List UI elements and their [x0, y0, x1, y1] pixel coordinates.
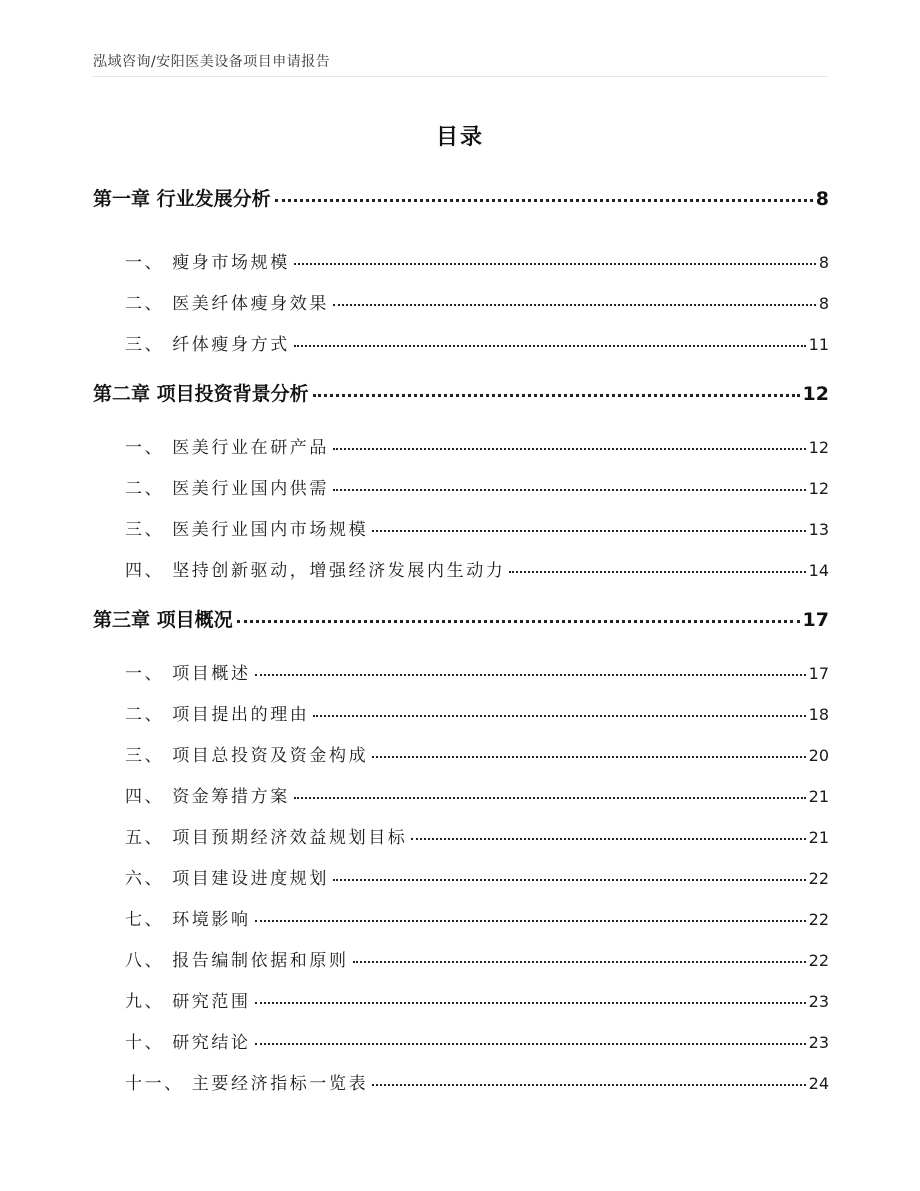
toc-section-entry[interactable] — [125, 289, 829, 314]
toc-entry-label: 一、 项目概述 — [125, 664, 251, 684]
dot-leader — [372, 756, 805, 758]
toc-entry-label: 四、 坚持创新驱动，增强经济发展内生动力 — [125, 561, 506, 581]
toc-page-number: 12 — [802, 383, 829, 405]
toc-section-entry[interactable] — [125, 823, 829, 848]
dot-leader — [255, 920, 806, 922]
toc-section-entry[interactable] — [125, 556, 829, 581]
dot-leader — [333, 879, 806, 881]
toc-entry-label: 二、 医美纤体瘦身效果 — [125, 294, 330, 314]
dot-leader — [411, 838, 805, 840]
toc-entry-label: 七、 环境影响 — [125, 910, 251, 930]
toc-entry-label: 三、 纤体瘦身方式 — [125, 335, 290, 355]
toc-chapter-entry[interactable] — [93, 184, 829, 211]
dot-leader — [333, 304, 816, 306]
toc-entry-label: 八、 报告编制依据和原则 — [125, 951, 349, 971]
toc-entry-label: 第三章 项目概况 — [93, 609, 233, 631]
toc-page-number: 14 — [808, 561, 829, 580]
toc-page-number: 12 — [808, 438, 829, 457]
toc-page-number: 24 — [808, 1074, 829, 1093]
toc-page-number: 22 — [808, 869, 829, 888]
toc-section-entry[interactable] — [125, 474, 829, 499]
toc-section-entry[interactable] — [125, 700, 829, 725]
toc-page-number: 8 — [815, 188, 829, 210]
toc-entry-label: 六、 项目建设进度规划 — [125, 869, 330, 889]
toc-section-entry[interactable] — [125, 782, 829, 807]
dot-leader — [294, 797, 806, 799]
dot-leader — [275, 199, 813, 202]
toc-page-number: 17 — [802, 609, 829, 631]
toc-section-entry[interactable] — [125, 515, 829, 540]
dot-leader — [333, 448, 806, 450]
toc-page-number: 22 — [808, 951, 829, 970]
toc-page-number: 17 — [808, 664, 829, 683]
toc-section-entry[interactable] — [125, 433, 829, 458]
toc-page-number: 21 — [808, 787, 829, 806]
toc-page-number: 8 — [818, 294, 829, 313]
toc-page-number: 20 — [808, 746, 829, 765]
toc-entry-label: 一、 医美行业在研产品 — [125, 438, 330, 458]
dot-leader — [255, 1043, 806, 1045]
toc-entry-label: 九、 研究范围 — [125, 992, 251, 1012]
toc-section-entry[interactable] — [125, 1069, 829, 1094]
toc-page-number: 8 — [818, 253, 829, 272]
toc-section-entry[interactable] — [125, 248, 829, 273]
toc-section-entry[interactable] — [125, 741, 829, 766]
toc-page-number: 23 — [808, 1033, 829, 1052]
running-header: 泓域咨询/安阳医美设备项目申请报告 — [93, 54, 331, 70]
toc-entry-label: 一、 瘦身市场规模 — [125, 253, 290, 273]
toc-entry-label: 第一章 行业发展分析 — [93, 188, 271, 210]
toc-section-entry[interactable] — [125, 864, 829, 889]
toc-page-number: 23 — [808, 992, 829, 1011]
toc-section-entry[interactable] — [125, 330, 829, 355]
toc-page-number: 11 — [808, 335, 829, 354]
toc-entry-label: 十一、 主要经济指标一览表 — [125, 1074, 369, 1094]
toc-page-number: 22 — [808, 910, 829, 929]
toc-page-number: 18 — [808, 705, 829, 724]
toc-section-entry[interactable] — [125, 987, 829, 1012]
toc-section-entry[interactable] — [125, 659, 829, 684]
toc-section-entry[interactable] — [125, 905, 829, 930]
dot-leader — [333, 489, 806, 491]
toc-entry-label: 第二章 项目投资背景分析 — [93, 383, 309, 405]
dot-leader — [313, 715, 805, 717]
dot-leader — [237, 620, 800, 623]
toc-section-entry[interactable] — [125, 946, 829, 971]
toc-title: 目录 — [435, 125, 484, 150]
dot-leader — [372, 530, 805, 532]
toc-entry-label: 二、 项目提出的理由 — [125, 705, 310, 725]
toc-entry-label: 三、 项目总投资及资金构成 — [125, 746, 369, 766]
toc-entry-label: 二、 医美行业国内供需 — [125, 479, 330, 499]
toc-page-number: 13 — [808, 520, 829, 539]
dot-leader — [353, 961, 806, 963]
dot-leader — [509, 571, 805, 573]
dot-leader — [372, 1084, 805, 1086]
toc-chapter-entry[interactable] — [93, 605, 829, 632]
dot-leader — [294, 263, 816, 265]
toc-entry-label: 五、 项目预期经济效益规划目标 — [125, 828, 408, 848]
toc-page-number: 12 — [808, 479, 829, 498]
toc-section-entry[interactable] — [125, 1028, 829, 1053]
toc-entry-label: 四、 资金筹措方案 — [125, 787, 290, 807]
toc-page-number: 21 — [808, 828, 829, 847]
dot-leader — [255, 1002, 806, 1004]
dot-leader — [255, 674, 806, 676]
dot-leader — [313, 394, 800, 397]
toc-entry-label: 三、 医美行业国内市场规模 — [125, 520, 369, 540]
toc-entry-label: 十、 研究结论 — [125, 1033, 251, 1053]
dot-leader — [294, 345, 806, 347]
toc-chapter-entry[interactable] — [93, 379, 829, 406]
